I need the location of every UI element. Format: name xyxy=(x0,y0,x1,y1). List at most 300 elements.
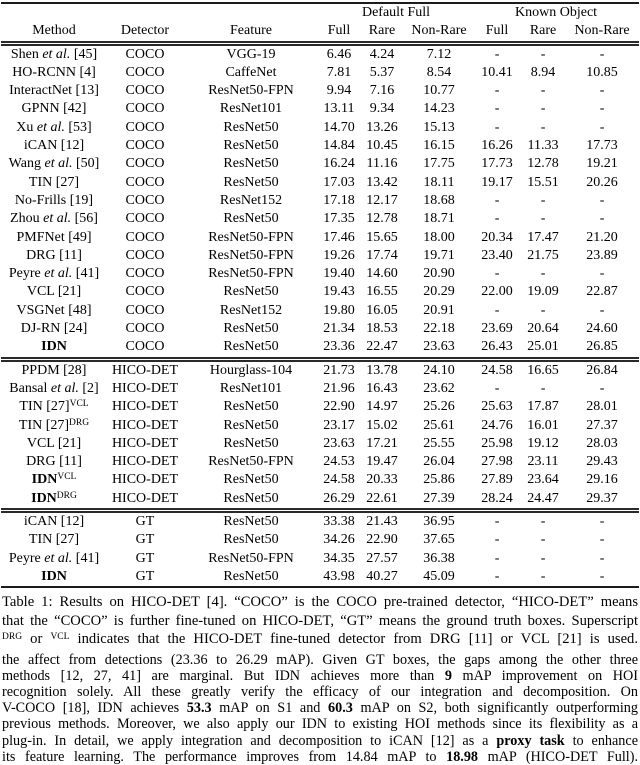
detector-cell: COCO xyxy=(125,83,165,99)
value-cell: - xyxy=(494,380,500,396)
value-cell: 20.33 xyxy=(366,472,398,488)
group-header-row xyxy=(1,3,639,22)
value-cell: 15.13 xyxy=(423,119,455,135)
value-cell: 18.11 xyxy=(423,174,455,190)
value-cell: 19.21 xyxy=(586,156,618,172)
value-cell: 23.11 xyxy=(527,454,559,470)
value-cell: 24.47 xyxy=(527,490,559,506)
text-segment: to enhance xyxy=(564,732,638,749)
value-cell: - xyxy=(494,83,500,99)
text-segment: Peyre xyxy=(8,266,45,282)
table-row xyxy=(1,210,639,228)
feature-cell: ResNet50-FPN xyxy=(208,247,294,263)
method-cell xyxy=(1,100,107,118)
value-cell: 34.35 xyxy=(323,550,355,566)
text-segment: Table 1: Results on HICO-DET [4]. “COCO” is the COCO pre-trained detector, “HICO-DET” means xyxy=(2,594,638,611)
body-line xyxy=(2,668,638,684)
feature-cell: ResNet50 xyxy=(223,174,279,190)
value-cell: 9.94 xyxy=(326,83,352,99)
value-cell: - xyxy=(494,101,500,117)
text-segment: that the “COCO” is further fine-tuned on HICO-DET, “GT” means the ground truth boxes. Superscript xyxy=(2,612,638,629)
text-segment: mAP on S2, both significantly outperforming xyxy=(352,700,638,717)
text-segment: et al. xyxy=(44,550,73,566)
column-header: Detector xyxy=(107,22,183,43)
detector-cell: GT xyxy=(135,532,155,548)
value-cell: 20.26 xyxy=(586,174,618,190)
table-row xyxy=(1,471,639,489)
text-segment: Xu xyxy=(16,119,37,135)
text-segment: mAP (HICO-DET Full). xyxy=(478,748,638,765)
method-cell xyxy=(1,511,107,532)
text-segment: et al. xyxy=(36,119,65,135)
value-cell: 34.26 xyxy=(323,532,355,548)
value-cell: 20.29 xyxy=(423,284,455,300)
value-cell: - xyxy=(599,211,605,227)
text-segment: PPDM [28] xyxy=(21,362,87,378)
value-cell: 27.89 xyxy=(481,472,513,488)
body-line xyxy=(2,716,638,732)
detector-cell: COCO xyxy=(125,138,165,154)
feature-cell: ResNet101 xyxy=(219,101,283,117)
paper-page xyxy=(0,2,640,765)
detector-cell: COCO xyxy=(125,46,165,62)
text-segment: [41] xyxy=(72,266,100,282)
results-table xyxy=(1,2,639,588)
value-cell: 7.81 xyxy=(326,64,352,80)
value-cell: 10.41 xyxy=(481,64,513,80)
table-row xyxy=(1,511,639,532)
value-cell: 19.40 xyxy=(323,266,355,282)
value-cell: 18.00 xyxy=(423,229,455,245)
column-header: Non-Rare xyxy=(405,22,473,43)
table-row xyxy=(1,192,639,210)
method-cell xyxy=(1,471,107,489)
table-caption xyxy=(2,593,638,648)
value-cell: 23.36 xyxy=(323,339,355,355)
feature-cell: ResNet50 xyxy=(223,568,279,584)
value-cell: 14.23 xyxy=(423,101,455,117)
text-segment: et al. xyxy=(42,46,71,62)
feature-cell: ResNet50 xyxy=(223,472,279,488)
value-cell: 10.77 xyxy=(423,83,455,99)
value-cell: 29.16 xyxy=(586,472,618,488)
text-segment: GPNN [42] xyxy=(21,101,87,117)
body-line xyxy=(2,652,638,668)
body-line xyxy=(2,700,638,716)
value-cell: 14.60 xyxy=(366,266,398,282)
detector-cell: HICO-DET xyxy=(111,490,179,506)
value-cell: 11.33 xyxy=(527,138,559,154)
value-cell: - xyxy=(565,511,639,532)
value-cell: - xyxy=(540,46,546,62)
text-segment: or xyxy=(22,630,51,647)
value-cell: 18.71 xyxy=(423,211,455,227)
table-header xyxy=(1,3,639,43)
value-cell: 16.43 xyxy=(366,380,398,396)
value-cell: 28.24 xyxy=(481,490,513,506)
value-cell: 20.34 xyxy=(481,229,513,245)
text-segment: et al. xyxy=(43,211,72,227)
value-cell: 19.80 xyxy=(323,302,355,318)
text-segment: [45] xyxy=(70,46,98,62)
method-cell xyxy=(1,380,107,398)
detector-cell: COCO xyxy=(125,229,165,245)
group-header-default-full: Default Full xyxy=(361,5,431,20)
detector-cell: COCO xyxy=(125,101,165,117)
value-cell: - xyxy=(494,532,500,548)
value-cell: 10.85 xyxy=(586,64,618,80)
value-cell: 14.84 xyxy=(323,138,355,154)
value-cell: 24.60 xyxy=(586,321,618,337)
detector-cell: HICO-DET xyxy=(111,454,179,470)
value-cell: - xyxy=(540,211,546,227)
value-cell: 26.29 xyxy=(323,490,355,506)
group-header-spacer xyxy=(1,3,319,22)
text-segment: IDN xyxy=(41,339,67,355)
detector-cell: GT xyxy=(135,568,155,584)
value-cell: 19.47 xyxy=(366,454,398,470)
value-cell: - xyxy=(494,192,500,208)
value-cell: - xyxy=(599,532,605,548)
text-segment: IDN xyxy=(31,472,58,488)
detector-cell: COCO xyxy=(125,119,165,135)
value-cell: 6.46 xyxy=(326,46,352,62)
value-cell: 17.21 xyxy=(366,435,398,451)
value-cell: - xyxy=(540,550,546,566)
text-segment: V-COCO [18], IDN achieves xyxy=(2,700,187,717)
value-cell: 20.90 xyxy=(423,266,455,282)
table-section xyxy=(1,511,639,588)
feature-cell: ResNet101 xyxy=(219,380,283,396)
text-segment: Peyre xyxy=(8,550,45,566)
table-row xyxy=(1,568,639,587)
value-cell: 23.40 xyxy=(481,247,513,263)
value-cell: 28.03 xyxy=(586,435,618,451)
value-cell: 33.38 xyxy=(319,511,359,532)
text-segment: 9 xyxy=(444,668,452,685)
detector-cell: COCO xyxy=(125,284,165,300)
method-cell xyxy=(1,210,107,228)
value-cell: 16.55 xyxy=(366,284,398,300)
value-cell: 25.63 xyxy=(481,399,513,415)
text-segment: [50] xyxy=(72,156,100,172)
value-cell: 17.75 xyxy=(423,156,455,172)
value-cell: 23.63 xyxy=(323,435,355,451)
value-cell: 36.38 xyxy=(423,550,455,566)
value-cell: 19.71 xyxy=(423,247,455,263)
table-row xyxy=(1,302,639,320)
value-cell: - xyxy=(540,83,546,99)
body-paragraph xyxy=(2,652,638,765)
value-cell: - xyxy=(473,511,521,532)
table-row xyxy=(1,100,639,118)
method-cell xyxy=(1,453,107,471)
value-cell: - xyxy=(599,302,605,318)
caption-line xyxy=(2,630,638,648)
value-cell: 28.01 xyxy=(586,399,618,415)
text-segment: iCAN [12] xyxy=(23,138,85,154)
table-row xyxy=(1,229,639,247)
caption-line xyxy=(2,593,638,611)
superscript-text: DRG xyxy=(56,490,77,501)
superscript-text: DRG xyxy=(2,631,23,642)
method-cell xyxy=(1,435,107,453)
method-cell xyxy=(1,320,107,338)
value-cell: 26.04 xyxy=(423,454,455,470)
value-cell: 17.87 xyxy=(527,399,559,415)
value-cell: 17.03 xyxy=(323,174,355,190)
text-segment: IDN xyxy=(31,490,57,506)
feature-cell: ResNet50 xyxy=(223,532,279,548)
value-cell: 17.35 xyxy=(323,211,355,227)
method-cell xyxy=(1,155,107,173)
value-cell: 14.70 xyxy=(323,119,355,135)
text-segment: et al. xyxy=(44,266,73,282)
value-cell: - xyxy=(599,119,605,135)
feature-cell: ResNet50 xyxy=(223,490,279,506)
text-segment: [56] xyxy=(71,211,98,227)
method-cell xyxy=(1,247,107,265)
value-cell: 21.73 xyxy=(319,359,359,380)
method-cell xyxy=(1,398,107,416)
feature-cell: ResNet50 xyxy=(223,339,279,355)
value-cell: 13.78 xyxy=(359,359,405,380)
column-header: Method xyxy=(1,22,107,43)
table-row xyxy=(1,490,639,511)
text-segment: VCL [21] xyxy=(26,435,82,451)
value-cell: 25.01 xyxy=(527,339,559,355)
value-cell: 16.05 xyxy=(366,302,398,318)
feature-cell: ResNet50 xyxy=(223,417,279,433)
text-segment: [41] xyxy=(72,550,100,566)
method-cell xyxy=(1,192,107,210)
value-cell: 21.96 xyxy=(323,380,355,396)
body-line xyxy=(2,733,638,749)
table-row xyxy=(1,174,639,192)
value-cell: 13.26 xyxy=(366,119,398,135)
value-cell: 17.73 xyxy=(481,156,513,172)
superscript-text: VCL xyxy=(69,399,89,410)
value-cell: 23.64 xyxy=(527,472,559,488)
body-line xyxy=(2,749,638,765)
detector-cell: COCO xyxy=(125,156,165,172)
detector-cell: COCO xyxy=(125,192,165,208)
feature-cell: ResNet50 xyxy=(223,284,279,300)
value-cell: - xyxy=(494,302,500,318)
text-segment: [53] xyxy=(64,119,92,135)
value-cell: 17.47 xyxy=(527,229,559,245)
table-row xyxy=(1,137,639,155)
detector-cell: COCO xyxy=(125,64,165,80)
text-segment: TIN [27] xyxy=(19,399,70,415)
value-cell: 24.53 xyxy=(323,454,355,470)
text-segment: 60.3 xyxy=(328,700,353,717)
body-line xyxy=(2,684,638,700)
value-cell: - xyxy=(540,119,546,135)
value-cell: 10.45 xyxy=(366,138,398,154)
method-cell xyxy=(1,531,107,549)
value-cell: 20.64 xyxy=(527,321,559,337)
text-segment: previous methods. Moreover, we also apply our IDN to existing HOI methods since its flexibility as a xyxy=(2,716,638,733)
table-row xyxy=(1,155,639,173)
detector-cell: HICO-DET xyxy=(111,435,179,451)
value-cell: - xyxy=(494,46,500,62)
table-row xyxy=(1,398,639,416)
column-header-row xyxy=(1,22,639,43)
column-header: Rare xyxy=(521,22,565,43)
value-cell: 24.10 xyxy=(405,359,473,380)
feature-cell: ResNet50-FPN xyxy=(208,229,294,245)
value-cell: 26.43 xyxy=(481,339,513,355)
value-cell: - xyxy=(521,511,565,532)
value-cell: 17.46 xyxy=(323,229,355,245)
value-cell: 23.69 xyxy=(481,321,513,337)
text-segment: VCL [21] xyxy=(26,284,82,300)
value-cell: 4.24 xyxy=(369,46,395,62)
value-cell: 24.58 xyxy=(473,359,521,380)
value-cell: - xyxy=(540,380,546,396)
text-segment: mAP on S1 and xyxy=(211,700,329,717)
table-row xyxy=(1,417,639,435)
value-cell: 36.95 xyxy=(405,511,473,532)
value-cell: 17.18 xyxy=(323,192,355,208)
value-cell: 26.85 xyxy=(586,339,618,355)
text-segment: Wang xyxy=(8,156,45,172)
value-cell: 37.65 xyxy=(423,532,455,548)
method-cell xyxy=(1,417,107,435)
text-segment: 18.98 xyxy=(446,748,479,765)
value-cell: 13.42 xyxy=(366,174,398,190)
feature-cell: ResNet50-FPN xyxy=(208,83,294,99)
value-cell: 17.74 xyxy=(366,247,398,263)
text-segment: TIN [27] xyxy=(28,532,80,548)
text-segment: DRG [11] xyxy=(26,247,82,263)
feature-cell: ResNet50 xyxy=(223,435,279,451)
value-cell: 24.58 xyxy=(323,472,355,488)
value-cell: 24.76 xyxy=(481,417,513,433)
feature-cell: ResNet152 xyxy=(219,192,283,208)
value-cell: 27.57 xyxy=(366,550,398,566)
value-cell: - xyxy=(540,192,546,208)
method-cell xyxy=(1,490,107,511)
method-cell xyxy=(1,283,107,301)
method-cell xyxy=(1,338,107,359)
detector-cell: COCO xyxy=(125,266,165,282)
feature-cell: ResNet50 xyxy=(223,211,279,227)
feature-cell: ResNet152 xyxy=(219,302,283,318)
column-header: Non-Rare xyxy=(565,22,639,43)
value-cell: - xyxy=(540,101,546,117)
text-segment: Zhou xyxy=(10,211,44,227)
detector-cell: HICO-DET xyxy=(107,359,183,380)
value-cell: 22.47 xyxy=(366,339,398,355)
value-cell: 16.24 xyxy=(323,156,355,172)
table-section xyxy=(1,43,639,359)
feature-cell: ResNet50 xyxy=(183,511,319,532)
value-cell: - xyxy=(599,83,605,99)
value-cell: 16.15 xyxy=(423,138,455,154)
value-cell: 23.63 xyxy=(423,339,455,355)
column-header: Rare xyxy=(359,22,405,43)
detector-cell: COCO xyxy=(125,302,165,318)
value-cell: 21.34 xyxy=(323,321,355,337)
value-cell: 22.90 xyxy=(366,532,398,548)
feature-cell: ResNet50-FPN xyxy=(208,266,294,282)
column-header: Full xyxy=(319,22,359,43)
value-cell: 19.43 xyxy=(323,284,355,300)
table-row xyxy=(1,359,639,380)
method-cell xyxy=(1,119,107,137)
method-cell xyxy=(1,302,107,320)
text-segment: indicates that the HICO-DET fine-tuned detector from DRG [11] or VCL [21] is used. xyxy=(69,630,638,647)
value-cell: 22.87 xyxy=(586,284,618,300)
value-cell: 15.65 xyxy=(366,229,398,245)
value-cell: 29.37 xyxy=(586,490,618,506)
value-cell: 19.09 xyxy=(527,284,559,300)
value-cell: - xyxy=(494,568,500,584)
value-cell: 22.00 xyxy=(481,284,513,300)
text-segment: TIN [27] xyxy=(28,174,80,190)
table-row xyxy=(1,119,639,137)
table-row xyxy=(1,531,639,549)
detector-cell: COCO xyxy=(125,321,165,337)
value-cell: 19.12 xyxy=(527,435,559,451)
value-cell: 21.20 xyxy=(586,229,618,245)
table-row xyxy=(1,64,639,82)
detector-cell: HICO-DET xyxy=(111,399,179,415)
value-cell: - xyxy=(540,568,546,584)
value-cell: 17.73 xyxy=(586,138,618,154)
feature-cell: ResNet50 xyxy=(223,138,279,154)
text-segment: iCAN [12] xyxy=(23,514,85,530)
value-cell: - xyxy=(494,550,500,566)
feature-cell: ResNet50 xyxy=(223,119,279,135)
text-segment: HO-RCNN [4] xyxy=(12,64,96,80)
value-cell: - xyxy=(494,119,500,135)
text-segment: IDN xyxy=(41,568,67,584)
method-cell xyxy=(1,265,107,283)
value-cell: 22.90 xyxy=(323,399,355,415)
table-row xyxy=(1,380,639,398)
text-segment: recognition solely. All these greatly verify the efficacy of our integration and decomposition. On xyxy=(2,684,638,701)
value-cell: 25.61 xyxy=(423,417,455,433)
value-cell: 18.68 xyxy=(423,192,455,208)
table-row xyxy=(1,43,639,64)
detector-cell: COCO xyxy=(125,247,165,263)
detector-cell: HICO-DET xyxy=(111,417,179,433)
value-cell: 13.11 xyxy=(323,101,355,117)
value-cell: 27.37 xyxy=(586,417,618,433)
value-cell: 7.12 xyxy=(426,46,452,62)
column-header: Feature xyxy=(183,22,319,43)
text-segment: Shen xyxy=(10,46,43,62)
value-cell: 43.98 xyxy=(323,568,355,584)
text-segment: proxy task xyxy=(496,732,565,749)
value-cell: 15.51 xyxy=(527,174,559,190)
value-cell: 45.09 xyxy=(423,568,455,584)
group-header-known-object: Known Object xyxy=(515,5,598,20)
value-cell: 18.53 xyxy=(366,321,398,337)
value-cell: 14.97 xyxy=(366,399,398,415)
text-segment: et al. xyxy=(50,380,79,396)
value-cell: 22.18 xyxy=(423,321,455,337)
table-section xyxy=(1,359,639,510)
value-cell: 23.89 xyxy=(586,247,618,263)
value-cell: - xyxy=(599,266,605,282)
value-cell: - xyxy=(599,550,605,566)
text-segment: Bansal xyxy=(9,380,51,396)
detector-cell: HICO-DET xyxy=(111,472,179,488)
